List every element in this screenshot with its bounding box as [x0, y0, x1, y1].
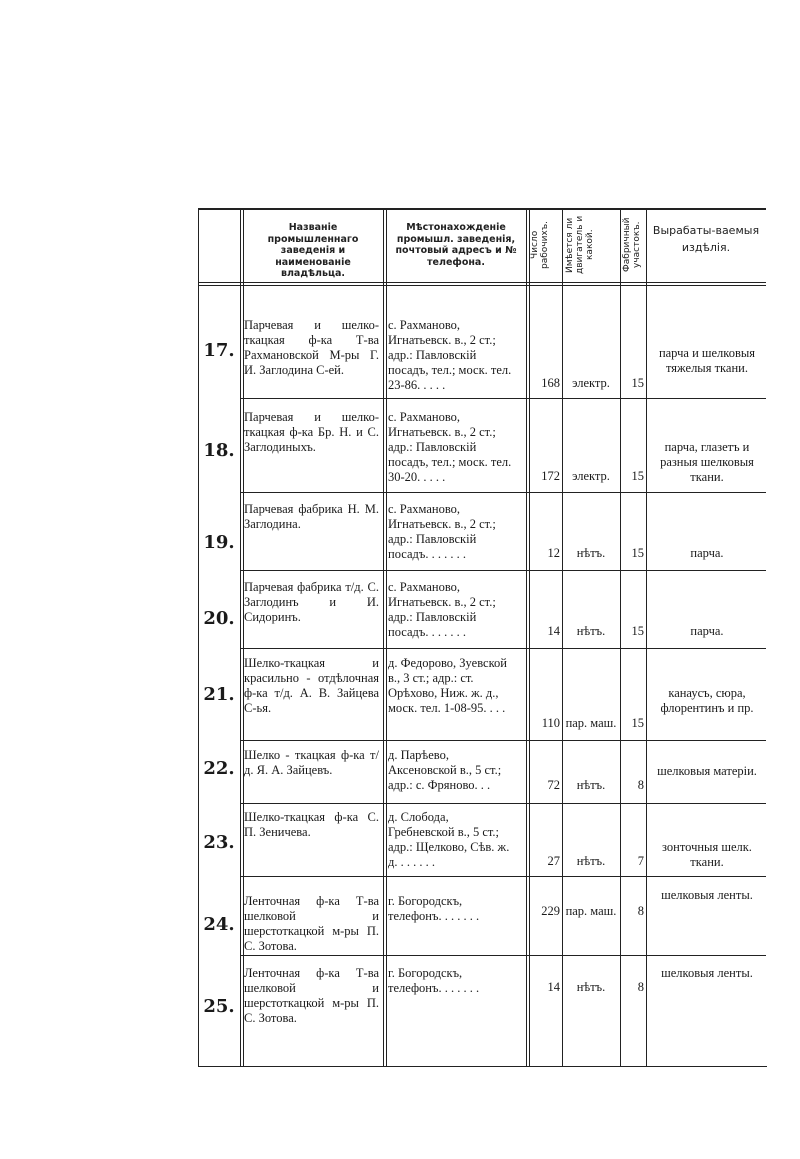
row-number: 24. — [203, 914, 235, 935]
table-top-border — [198, 208, 766, 210]
products: шелковыя ленты. — [661, 966, 753, 980]
motor-type: электр. — [572, 376, 610, 390]
enterprise-address: д. Федорово, Зуевской в., 3 ст.; адр.: ст. Орѣхово, Ниж. ж. д., моск. тел. 1-08-95. . . . — [388, 656, 507, 715]
workers-count: 27 — [547, 854, 560, 868]
row-number: 21. — [203, 684, 235, 705]
col-divider — [646, 208, 647, 1066]
col-divider — [383, 208, 384, 1066]
enterprise-address: г. Богородскъ, телефонъ. . . . . . . — [388, 894, 480, 923]
products: парча, глазетъ и разныя шелковыя ткани. — [660, 440, 754, 484]
enterprise-name: Парчевая фабрика т/д. С. Заглодинъ и И. Сидоринъ. — [244, 580, 379, 624]
row-number: 25. — [203, 996, 235, 1017]
products: парча. — [690, 546, 724, 560]
row-divider — [241, 955, 766, 956]
enterprise-address: д. Слобода, Гребневской в., 5 ст.; адр.: Щелково, Сѣв. ж. д. . . . . . . — [388, 810, 510, 869]
workers-count: 110 — [541, 716, 560, 730]
row-divider — [241, 570, 766, 571]
enterprise-address: г. Богородскъ, телефонъ. . . . . . . — [388, 966, 480, 995]
motor-type: нѣтъ. — [576, 980, 606, 994]
motor-type: пар. маш. — [565, 904, 617, 918]
products: зонточныя шелк. ткани. — [662, 840, 752, 869]
row-divider — [241, 398, 766, 399]
district-number: 7 — [637, 854, 644, 868]
header-motor: Имѣется ли двигатель и какой. — [565, 215, 595, 275]
enterprise-address: с. Рахманово, Игнатьевск. в., 2 ст.; адр.: Павловскій посадъ. . . . . . . — [388, 502, 496, 561]
col-divider — [526, 208, 527, 1066]
enterprise-name: Шелко - ткацкая ф-ка т/д. Я. А. Зайцевъ. — [244, 748, 379, 777]
district-number: 8 — [637, 980, 644, 994]
enterprise-name: Шелко-ткацкая ф-ка С. П. Зеничева. — [244, 810, 379, 839]
district-number: 8 — [637, 904, 644, 918]
products: шелковыя ленты. — [661, 888, 753, 902]
row-number: 17. — [203, 340, 235, 361]
workers-count: 168 — [541, 376, 560, 390]
row-number: 22. — [203, 758, 235, 779]
workers-count: 172 — [541, 469, 560, 483]
enterprise-name: Парчевая и шелко-ткацкая ф-ка Бр. Н. и С. Заглодиныхъ. — [244, 410, 379, 454]
col-divider — [240, 208, 241, 1066]
workers-count: 72 — [547, 778, 560, 792]
motor-type: нѣтъ. — [576, 854, 606, 868]
district-number: 8 — [637, 778, 644, 792]
header-products: Вырабаты-ваемыя издѣлія. — [652, 224, 760, 254]
district-number: 15 — [631, 469, 644, 483]
motor-type: нѣтъ. — [576, 546, 606, 560]
row-divider — [241, 803, 766, 804]
header-divider-2 — [198, 285, 766, 286]
row-number: 23. — [203, 832, 235, 853]
workers-count: 14 — [547, 980, 560, 994]
products: парча. — [690, 624, 724, 638]
products: канаусъ, сюра, флорентинъ и пр. — [660, 686, 754, 715]
header-address: Мѣстонахожденіе промышл. заведенія, почтовый адресъ и № телефона. — [395, 222, 517, 268]
workers-count: 14 — [547, 624, 560, 638]
col-divider — [386, 208, 387, 1066]
enterprise-address: с. Рахманово, Игнатьевск. в., 2 ст.; адр.: Павловскій посадъ. . . . . . . — [388, 580, 496, 639]
district-number: 15 — [631, 376, 644, 390]
header-name: Названіе промышленнаго заведенія и наименованіе владѣльца. — [267, 222, 359, 279]
enterprise-address: с. Рахманово, Игнатьевск. в., 2 ст.; адр.: Павловскій посадъ, тел.; моск. тел. 30-20. . . . . — [388, 410, 512, 484]
motor-type: нѣтъ. — [576, 624, 606, 638]
motor-type: нѣтъ. — [576, 778, 606, 792]
workers-count: 12 — [547, 546, 560, 560]
enterprise-name: Парчевая фабрика Н. М. Заглодина. — [244, 502, 379, 531]
header-district: Фабричный участокъ. — [622, 217, 642, 273]
products: парча и шелковыя тяжелыя ткани. — [658, 346, 756, 375]
row-number: 18. — [203, 440, 235, 461]
row-divider — [241, 740, 766, 741]
row-number: 19. — [203, 532, 235, 553]
district-number: 15 — [631, 624, 644, 638]
district-number: 15 — [631, 546, 644, 560]
col-divider — [620, 208, 621, 1066]
enterprise-name: Шелко-ткацкая и красильно - отдѣлочная ф-ка т/д. А. В. Зайцева С-ья. — [244, 656, 379, 715]
products: шелковыя матеріи. — [657, 764, 757, 778]
enterprise-name: Ленточная ф-ка Т-ва шелковой и шерстоткацкой м-ры П. С. Зотова. — [244, 966, 379, 1025]
header-workers: Число рабочихъ. — [530, 221, 550, 269]
row-divider — [241, 876, 766, 877]
enterprise-name: Ленточная ф-ка Т-ва шелковой и шерстоткацкой м-ры П. С. Зотова. — [244, 894, 379, 953]
workers-count: 229 — [541, 904, 560, 918]
enterprise-address: с. Рахманово, Игнатьевск. в., 2 ст.; адр.: Павловскій посадъ, тел.; моск. тел. 23-86. . . . . — [388, 318, 512, 392]
motor-type: пар. маш. — [565, 716, 617, 730]
row-divider — [241, 492, 766, 493]
motor-type: электр. — [572, 469, 610, 483]
district-number: 15 — [631, 716, 644, 730]
row-divider — [241, 648, 766, 649]
enterprise-address: д. Парѣево, Аксеновской в., 5 ст.; адр.: с. Фряново. . . — [388, 748, 502, 792]
enterprise-name: Парчевая и шелко-ткацкая ф-ка Т-ва Рахмановской М-ры Г. И. Заглодина С-ей. — [244, 318, 379, 377]
row-number: 20. — [203, 608, 235, 629]
header-divider — [198, 282, 766, 283]
